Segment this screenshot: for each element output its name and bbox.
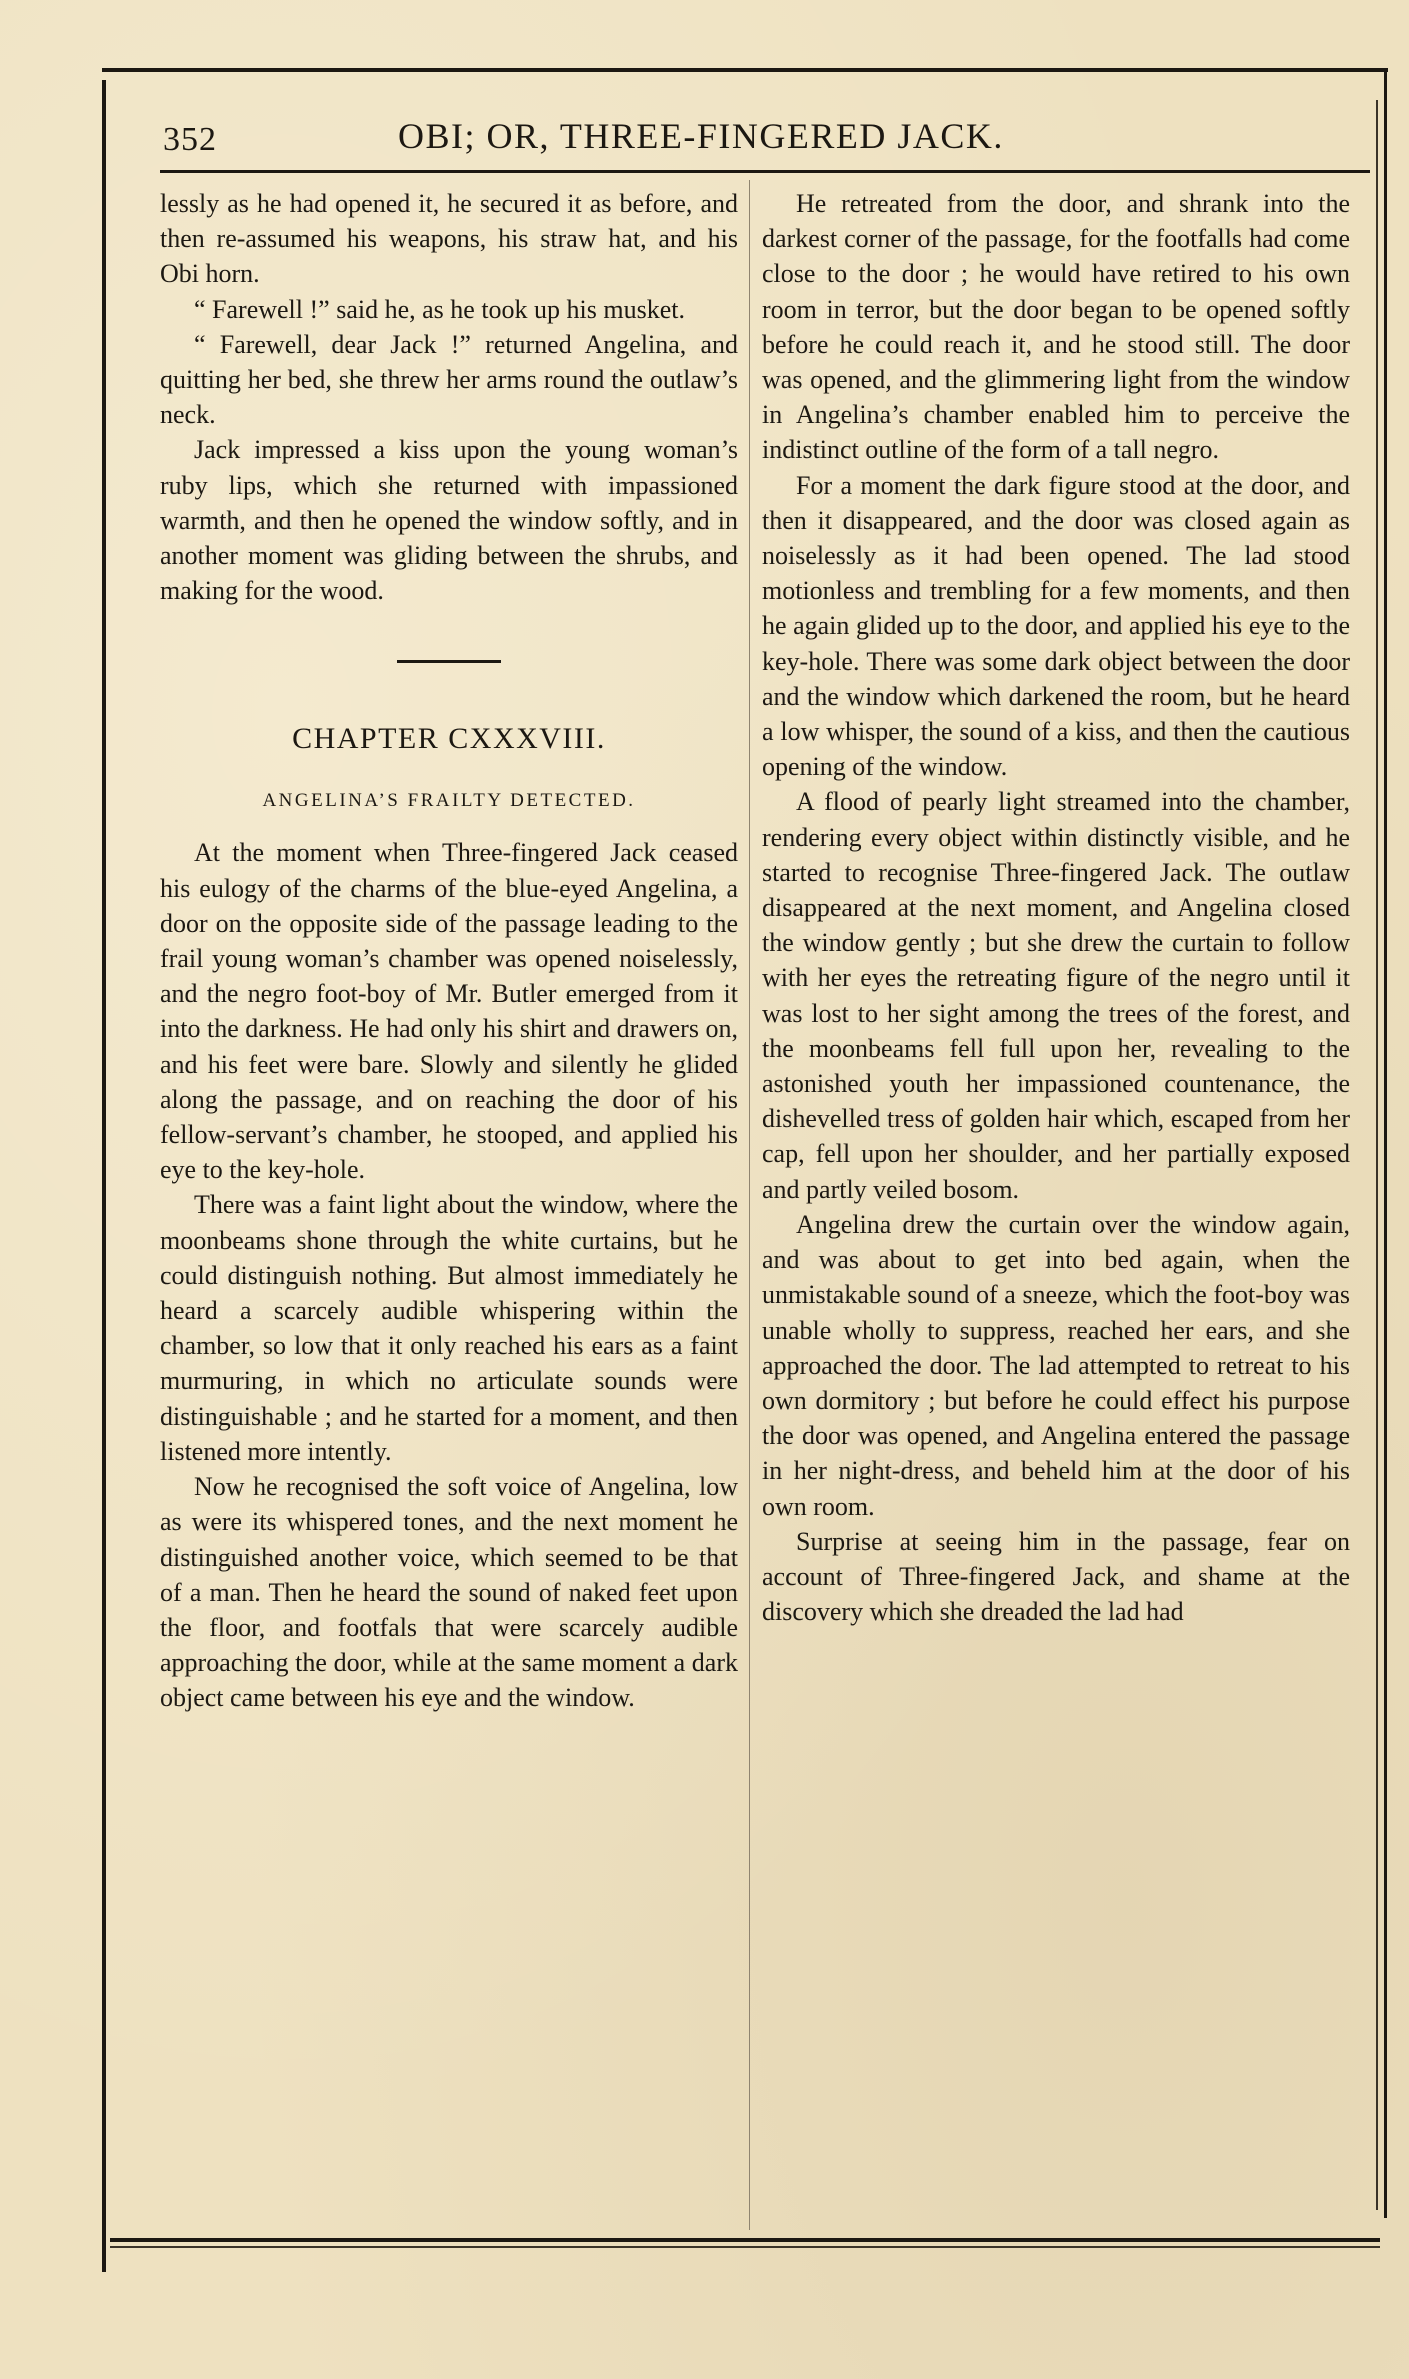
bottom-inner-border-rule	[110, 2246, 1380, 2248]
running-title: OBI; OR, THREE-FINGERED JACK.	[398, 116, 1004, 156]
header-rule	[160, 170, 1370, 173]
column-divider	[749, 180, 750, 2230]
paragraph: lessly as he had opened it, he secured it as before, and then re-assumed his weapons, his straw hat, and his Obi horn.	[160, 189, 738, 289]
paragraph: Angelina drew the curtain over the window again, and was about to get into bed again, when the unmistakable sound of a sneeze, which the foot-boy was unable wholly to suppress, reached her ears, and she approached the door. The lad attempted to retreat to his own dormitory ; but before he could effect his purpose the door was opened, and Angelina entered the passage in her night-dress, and beheld him at the door of his own room.	[762, 1209, 1350, 1521]
paragraph: Surprise at seeing him in the passage, fear on account of Three-fingered Jack, and shame at the discovery which she dreaded the lad had	[762, 1526, 1350, 1627]
paragraph: He retreated from the door, and shrank into the darkest corner of the passage, for the footfalls had come close to the door ; he would have retired to his own room in terror, but the door began to be opened softly before he could reach it, and he stood still. The door was opened, and the glimmering light from the window in Angelina’s chamber enabled him to perceive the indistinct outline of the form of a tall negro.	[762, 189, 1350, 465]
chapter-subtitle: ANGELINA’S FRAILTY DETECTED.	[262, 790, 636, 812]
paragraph: A flood of pearly light streamed into the chamber, rendering every object within distinctly visible, and he started to recognise Three-fingered Jack. The outlaw disappeared at the next moment, and Angelina closed the window gently ; but she drew the curtain to follow with her eyes the retreating figure of the negro until it was lost to her sight among the trees of the forest, and the moonbeams fell full upon her, revealing to the astonished youth her impassioned countenance, the dishevelled tress of golden hair which, escaped from her cap, fell upon her shoulder, and her partially exposed and partly veiled bosom.	[762, 787, 1350, 1204]
section-divider-rule	[397, 660, 501, 663]
page-number: 352	[163, 121, 217, 158]
paragraph: Jack impressed a kiss upon the young woman’s ruby lips, which she returned with impassioned warmth, and then he opened the window softly, and in another moment was gliding between the shrubs, and making for the wood.	[160, 435, 738, 606]
chapter-title: CHAPTER CXXXVIII.	[292, 722, 606, 756]
right-column	[762, 186, 1350, 1629]
left-border-rule	[102, 80, 106, 2272]
bottom-border-rule	[110, 2238, 1380, 2242]
paragraph: There was a faint light about the window, where the moonbeams shone through the white curtains, but he could distinguish nothing. But almost immediately he heard a scarcely audible whispering within the chamber, so low that it only reached his ears as a faint murmuring, in which no articulate sounds were distinguishable ; and he started for a moment, and then listened more intently.	[160, 1190, 738, 1466]
paragraph: For a moment the dark figure stood at the door, and then it disappeared, and the door was closed again as noiselessly as it had been opened. The lad stood motionless and trembling for a few moments, and then he again glided up to the door, and applied his eye to the key-hole. There was some dark object between the door and the window which darkened the room, but he heard a low whisper, the sound of a kiss, and then the cautious opening of the window.	[762, 470, 1350, 782]
paragraph: “ Farewell !” said he, as he took up his musket.	[194, 294, 685, 324]
paragraph: At the moment when Three-fingered Jack ceased his eulogy of the charms of the blue-eyed Angelina, a door on the opposite side of the passage leading to the frail young woman’s chamber was opened noiselessly, and the negro foot-boy of Mr. Butler emerged from it into the darkness. He had only his shirt and drawers on, and his feet were bare. Slowly and silently he glided along the passage, and on reaching the door of his fellow-servant’s chamber, he stooped, and applied his eye to the key-hole.	[160, 838, 738, 1185]
left-column	[160, 186, 738, 1716]
right-border-rule	[1384, 70, 1387, 2218]
top-border-rule	[102, 68, 1388, 72]
paragraph: Now he recognised the soft voice of Angelina, low as were its whispered tones, and the next moment he distinguished another voice, which seemed to be that of a man. Then he heard the sound of naked feet upon the floor, and footfals that were scarcely audible approaching the door, while at the same moment a dark object came between his eye and the window.	[160, 1472, 738, 1713]
paragraph: “ Farewell, dear Jack !” returned Angelina, and quitting her bed, she threw her arms round the outlaw’s neck.	[160, 329, 738, 430]
right-inner-border-rule	[1376, 100, 1378, 2210]
